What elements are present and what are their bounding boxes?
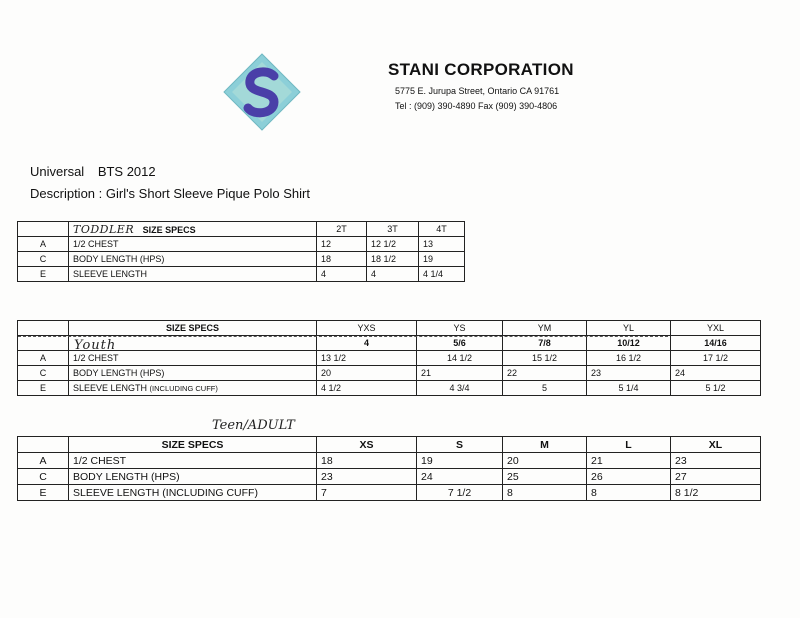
season: BTS 2012: [97, 164, 156, 179]
point-letter: C: [18, 252, 69, 267]
point-letter: A: [18, 453, 69, 469]
table-cell: 27: [671, 469, 761, 485]
table-cell: 8 1/2: [671, 485, 761, 501]
table-row: [18, 381, 761, 396]
table-cell: 5 1/2: [671, 381, 761, 396]
table-cell: 23: [317, 469, 417, 485]
measurement-label: BODY LENGTH (HPS): [69, 252, 317, 267]
table-cell: 4 3/4: [417, 381, 503, 396]
table-cell: 4 1/2: [317, 381, 417, 396]
table-cell: 4: [367, 267, 419, 282]
size-header: XS: [317, 437, 417, 453]
table-cell: 7: [317, 485, 417, 501]
table-cell: 22: [503, 366, 587, 381]
table-row: [18, 237, 465, 252]
table-cell: 17 1/2: [671, 351, 761, 366]
table-cell: 19: [417, 453, 503, 469]
table-cell: 26: [587, 469, 671, 485]
table-cell: 13 1/2: [317, 351, 417, 366]
point-letter: E: [18, 381, 69, 396]
table-cell: 18 1/2: [367, 252, 419, 267]
table-cell: 18: [317, 453, 417, 469]
point-letter: E: [18, 485, 69, 501]
numeric-size: 14/16: [671, 336, 761, 351]
point-letter: A: [18, 237, 69, 252]
numeric-size: 4: [317, 336, 417, 351]
size-specs-title: SIZE SPECS: [69, 437, 317, 453]
program-line: [30, 164, 156, 179]
table-header-row: [18, 321, 761, 336]
table-cell: 8: [503, 485, 587, 501]
table-cell: 16 1/2: [587, 351, 671, 366]
company-phone: Tel : (909) 390-4890 Fax (909) 390-4806: [395, 101, 558, 111]
measurement-label: 1/2 CHEST: [69, 351, 317, 366]
table-cell: 23: [671, 453, 761, 469]
table-cell: 5: [503, 381, 587, 396]
point-letter: E: [18, 267, 69, 282]
size-header: XL: [671, 437, 761, 453]
table-cell: 25: [503, 469, 587, 485]
measurement-label: 1/2 CHEST: [69, 237, 317, 252]
table-cell: 24: [671, 366, 761, 381]
table-cell: 19: [419, 252, 465, 267]
handwritten-toddler: TODDLER: [73, 222, 135, 236]
numeric-size: 7/8: [503, 336, 587, 351]
company-logo: [222, 52, 302, 132]
dashed-divider: [18, 336, 668, 337]
size-header: YS: [417, 321, 503, 336]
size-header: L: [587, 437, 671, 453]
company-address: 5775 E. Jurupa Street, Ontario CA 91761: [395, 86, 560, 96]
size-header: YXL: [671, 321, 761, 336]
table-header-row: [18, 222, 465, 237]
size-header: M: [503, 437, 587, 453]
table-cell: 4 1/4: [419, 267, 465, 282]
handwritten-youth: Youth: [74, 338, 117, 353]
table-cell: 24: [417, 469, 503, 485]
description: Description : Girl's Short Sleeve Pique Polo Shirt: [30, 186, 310, 201]
numeric-size: 5/6: [417, 336, 503, 351]
table-header-row: [18, 437, 761, 453]
table-row: [18, 366, 761, 381]
table-cell: 8: [587, 485, 671, 501]
table-cell: 21: [587, 453, 671, 469]
table-row: [18, 267, 465, 282]
table-row: [18, 252, 465, 267]
size-header: 2T: [317, 222, 367, 237]
point-letter: C: [18, 366, 69, 381]
label-main: SLEEVE LENGTH: [73, 383, 148, 393]
measurement-label: SLEEVE LENGTH (INCLUDING CUFF): [69, 485, 317, 501]
table-row: [18, 469, 761, 485]
measurement-label: SLEEVE LENGTH: [69, 267, 317, 282]
size-header: YL: [587, 321, 671, 336]
label-suffix: (INCLUDING CUFF): [149, 384, 218, 393]
program-name: Universal: [30, 164, 85, 179]
size-header: YM: [503, 321, 587, 336]
table-cell: 15 1/2: [503, 351, 587, 366]
table-cell: 20: [317, 366, 417, 381]
size-header: 3T: [367, 222, 419, 237]
point-letter: C: [18, 469, 69, 485]
size-specs-title: SIZE SPECS: [69, 321, 317, 336]
measurement-label: [69, 381, 317, 396]
table-cell: 14 1/2: [417, 351, 503, 366]
size-header: 4T: [419, 222, 465, 237]
company-name: STANI CORPORATION: [388, 60, 574, 79]
size-header: YXS: [317, 321, 417, 336]
measurement-label: 1/2 CHEST: [69, 453, 317, 469]
table-row: [18, 351, 761, 366]
table-cell: 7 1/2: [417, 485, 503, 501]
adult-spec-table: [17, 436, 761, 501]
table-cell: 18: [317, 252, 367, 267]
point-letter: A: [18, 351, 69, 366]
table-cell: 12 1/2: [367, 237, 419, 252]
size-specs-title: SIZE SPECS: [142, 224, 196, 235]
table-cell: 23: [587, 366, 671, 381]
table-cell: 13: [419, 237, 465, 252]
table-row: [18, 485, 761, 501]
measurement-label: BODY LENGTH (HPS): [69, 366, 317, 381]
numeric-size: 10/12: [587, 336, 671, 351]
table-cell: 5 1/4: [587, 381, 671, 396]
numeric-size-row: [18, 336, 761, 351]
youth-spec-table: [17, 320, 761, 396]
table-row: [18, 453, 761, 469]
table-cell: 20: [503, 453, 587, 469]
table-cell: 21: [417, 366, 503, 381]
table-cell: 12: [317, 237, 367, 252]
handwritten-teen-adult: Teen/ADULT: [212, 418, 295, 433]
table-cell: 4: [317, 267, 367, 282]
toddler-spec-table: [17, 221, 465, 282]
measurement-label: BODY LENGTH (HPS): [69, 469, 317, 485]
size-header: S: [417, 437, 503, 453]
